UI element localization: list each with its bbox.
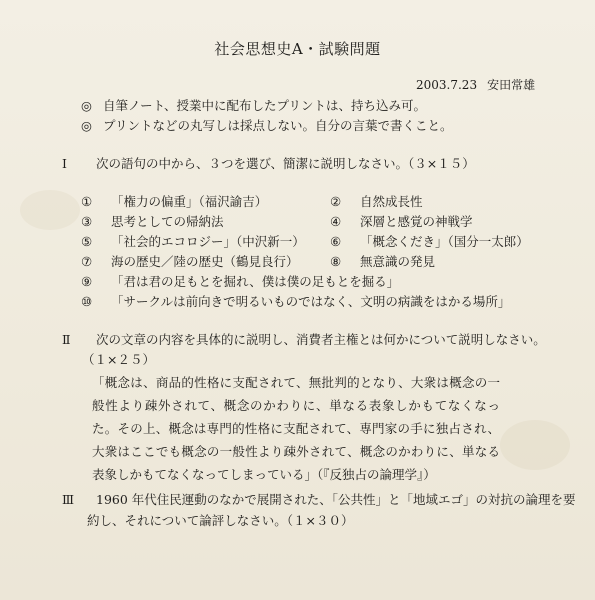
item-text: 「権力の偏重」（福沢諭吉）	[111, 194, 268, 209]
section-2-points: （１×２５）	[82, 352, 155, 367]
item-text: 「社会的エコロジー」（中沢新一）	[111, 234, 305, 249]
item-number: ⑦	[81, 254, 93, 269]
quoted-passage: 「概念は、商品的性格に支配されて、無批判的となり、大衆は概念の一般性より疎外されて、概念のかわりに、単なる表象しかもてなくなった。その上、概念は専門的性格に支配されて、専門家の手に独占され、大衆はここでも概念の一般性より疎外されて、概念のかわりに、単なる表象しかもてなくなってしまっている」（『反独占の論理学』）	[92, 375, 500, 482]
exam-date: 2003.7.23	[416, 78, 478, 92]
list-item	[330, 214, 473, 230]
note-1	[81, 98, 426, 114]
exam-title: 社会思想史A・試験問題	[214, 40, 381, 58]
section-numeral: Ⅲ	[62, 492, 75, 507]
double-circle-icon: ◎	[81, 118, 92, 133]
note-text: 自筆ノート、授業中に配布したプリントは、持ち込み可。	[103, 98, 427, 113]
list-item	[81, 254, 299, 270]
item-text: 海の歴史／陸の歴史（鶴見良行）	[111, 254, 299, 269]
item-number: ③	[81, 214, 93, 229]
section-2-instruction	[62, 332, 546, 348]
paper-stain	[20, 190, 80, 230]
item-text: 「君は君の足もとを掘れ、僕は僕の足もとを掘る」	[111, 274, 400, 289]
item-text: 深層と感覚の神戦学	[360, 214, 473, 229]
item-number: ⑥	[330, 234, 342, 249]
item-text: 自然成長性	[360, 194, 423, 209]
section-numeral: Ⅰ	[62, 156, 67, 171]
double-circle-icon: ◎	[81, 98, 92, 113]
section-numeral: Ⅱ	[62, 332, 71, 347]
instruction-text: 次の文章の内容を具体的に説明し、消費者主権とは何かについて説明しなさい。	[96, 332, 546, 347]
list-item	[81, 214, 224, 230]
note-text: プリントなどの丸写しは採点しない。自分の言葉で書くこと。	[103, 118, 453, 133]
item-number: ②	[330, 194, 342, 209]
item-text: 無意識の発見	[360, 254, 436, 269]
list-item	[81, 274, 399, 290]
section-3-line-1	[62, 492, 576, 508]
section-3-line-2: 約し、それについて論評しなさい。（１×３０）	[87, 513, 354, 528]
item-number: ①	[81, 194, 93, 209]
note-2	[81, 118, 453, 134]
list-item	[81, 194, 267, 210]
list-item	[330, 234, 529, 250]
paper-stain	[500, 420, 570, 470]
item-number: ⑤	[81, 234, 93, 249]
list-item	[330, 194, 423, 210]
item-text: 思考としての帰納法	[111, 214, 224, 229]
author-name: 安田常雄	[487, 78, 536, 92]
list-item	[330, 254, 435, 270]
question-text: 1960 年代住民運動のなかで展開された、「公共性」と「地域エゴ」の対抗の論理を要	[96, 492, 576, 507]
item-number: ④	[330, 214, 342, 229]
instruction-text: 次の語句の中から、３つを選び、簡潔に説明しなさい。（３×１５）	[96, 156, 475, 171]
item-text: 「サークルは前向きで明るいものではなく、文明の病識をはかる場所」	[111, 294, 511, 309]
date-author-line	[416, 77, 535, 93]
item-number: ⑩	[81, 294, 93, 309]
section-1-instruction	[62, 156, 475, 172]
item-number: ⑨	[81, 274, 93, 289]
item-text: 「概念くだき」（国分一太郎）	[360, 234, 529, 249]
item-number: ⑧	[330, 254, 342, 269]
list-item	[81, 234, 305, 250]
list-item	[81, 294, 510, 310]
